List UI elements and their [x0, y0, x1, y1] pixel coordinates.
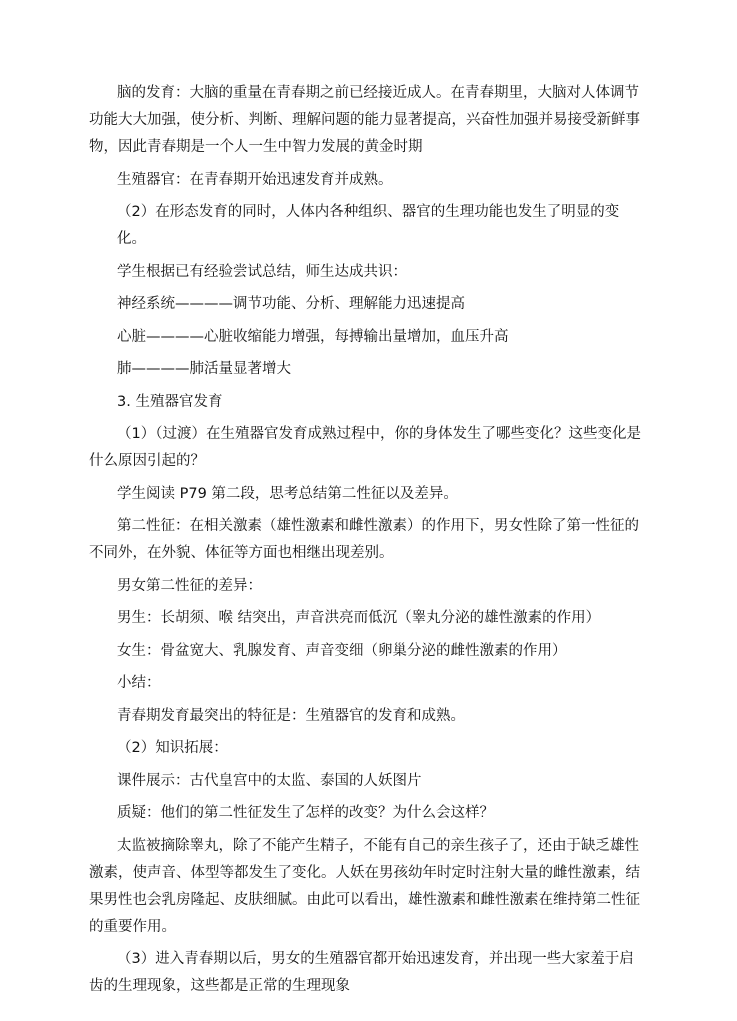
paragraph: 神经系统————调节功能、分析、理解能力迅速提高 [117, 296, 465, 312]
paragraph: 女生：骨盆宽大、乳腺发育、声音变细（卵巢分泌的雌性激素的作用） [117, 642, 567, 659]
paragraph: 小结： [117, 675, 161, 691]
paragraph: 学生根据已有经验尝试总结，师生达成共识： [117, 263, 407, 280]
paragraph: （2）知识拓展： [117, 740, 228, 756]
paragraph: 男生：长胡须、喉 结突出，声音洪亮而低沉（睾丸分泌的雄性激素的作用） [117, 610, 601, 626]
paragraph: 课件展示：古代皇宫中的太监、泰国的人妖图片 [117, 772, 422, 789]
paragraph: （2）在形态发育的同时，人体内各种组织、器官的生理功能也发生了明显的变化。 [117, 204, 620, 247]
paragraph: 太监被摘除睾丸，除了不能产生精子，不能有自己的亲生孩子了，还由于缺乏雄性激素，使声音、体型等都发生了变化。人妖在男孩幼年时定时注射大量的雌性激素，结果男性也会乳房隆起、皮肤细腻。由此可以看出，雄性激素和雌性激素在维持第二性征的重要作用。 [89, 837, 640, 935]
document-body [89, 80, 641, 1006]
paragraph: （1）（过渡）在生殖器官发育成熟过程中，你的身体发生了哪些变化？这些变化是什么原因引起的？ [89, 426, 641, 469]
paragraph: 男女第二性征的差异： [117, 577, 262, 594]
paragraph: 心脏————心脏收缩能力增强，每搏输出量增加，血压升高 [117, 328, 509, 345]
paragraph: 生殖器官：在青春期开始迅速发育并成熟。 [117, 171, 393, 188]
paragraph: 3. 生殖器官发育 [117, 393, 223, 410]
paragraph: 第二性征：在相关激素（雄性激素和雌性激素）的作用下，男女性除了第一性征的不同外，在外貌、体征等方面也相继出现差别。 [89, 518, 639, 561]
paragraph: 质疑：他们的第二性征发生了怎样的改变？为什么会这样？ [117, 805, 494, 821]
paragraph: （3）进入青春期以后，男女的生殖器官都开始迅速发育，并出现一些大家羞于启齿的生理现象，这些都是正常的生理现象 [89, 951, 634, 994]
paragraph: 脑的发育：大脑的重量在青春期之前已经接近成人。在青春期里，大脑对人体调节功能大大加强，使分析、判断、理解问题的能力显著提高，兴奋性加强并易接受新鲜事物，因此青春期是一个人一生中智力发展的黄金时期 [89, 85, 640, 155]
paragraph: 青春期发育最突出的特征是：生殖器官的发育和成熟。 [117, 707, 465, 724]
paragraph: 肺————肺活量显著增大 [117, 361, 291, 377]
paragraph: 学生阅读 P79 第二段，思考总结第二性征以及差异。 [117, 485, 458, 502]
